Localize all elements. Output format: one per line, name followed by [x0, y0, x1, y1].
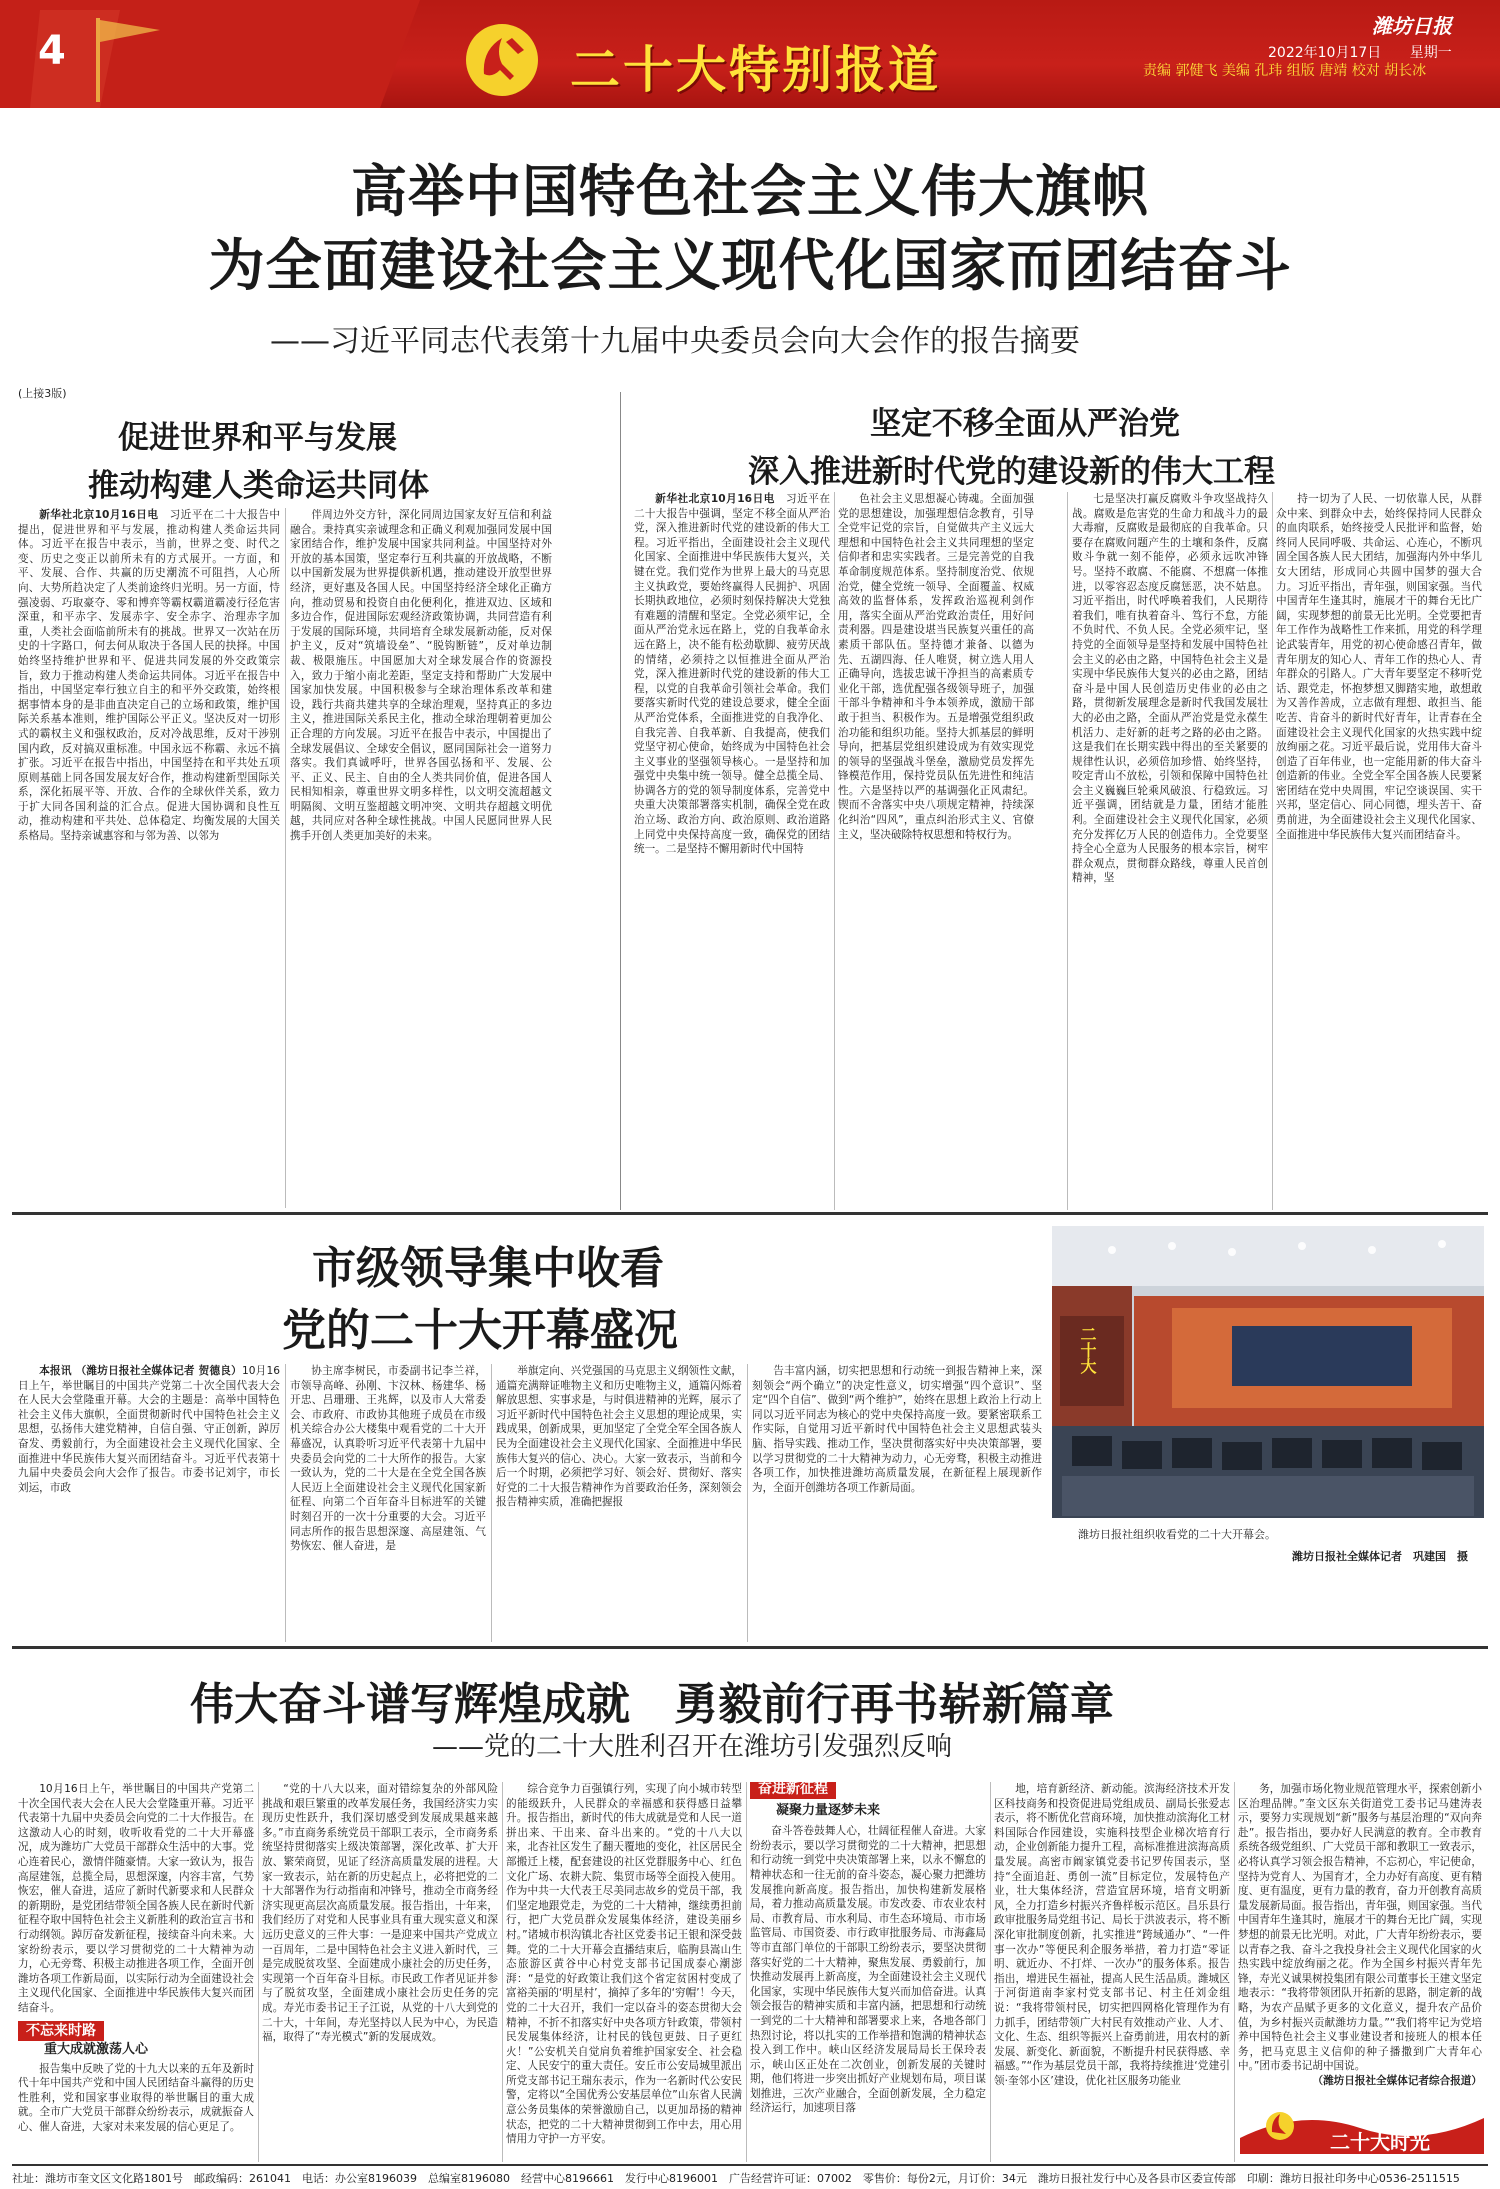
left-section-column-2	[290, 508, 552, 1208]
column-rule	[747, 1364, 748, 1642]
column-rule	[258, 1782, 259, 2162]
lead-title-line2: 为全面建设社会主义现代化国家而团结奋斗	[208, 233, 1292, 299]
middle-story-column-3	[496, 1364, 742, 1642]
party-emblem-icon	[462, 20, 542, 100]
middle-col1-text: 10月16日上午，举世瞩目的中国共产党第二十次全国代表大会在人民大会堂隆重开幕。大会的主题是：高举中国特色社会主义伟大旗帜，全面贯彻新时代中国特色社会主义思想，弘扬伟大建党精神，自信自强、守正创新，踔厉奋发、勇毅前行，为全面建设社会主义现代化国家、全面推进中华民族伟大复兴而团结奋斗。习近平代表第十九届中央委员会向大会作了报告。市委书记刘宇，市长刘运，市政	[18, 1365, 280, 1494]
right-section-title-line1: 坚定不移全面从严治党	[870, 406, 1180, 442]
left-col1-text: 习近平在二十大报告中提出，促进世界和平与发展，推动构建人类命运共同体。习近平在报告中表示，当前，世界之变、时代之变、历史之变正以前所未有的方式展开。一方面，和平、发展、合作、共赢的历史潮流不可阻挡，人心所向、大势所趋决定了人类前途终归光明。另一方面，恃强凌弱、巧取豪夺、零和博弈等霸权霸道霸凌行径危害深重，和平赤字、发展赤字、安全赤字、治理赤字加重，人类社会面临前所未有的挑战。世界又一次站在历史的十字路口，何去何从取决于各国人民的抉择。中国始终坚持维护世界和平、促进共同发展的外交政策宗旨，致力于推动构建人类命运共同体。习近平在报告中指出，中国坚定奉行独立自主的和平外交政策，始终根据事情本身的是非曲直决定自己的立场和政策，维护国际关系基本准则，维护国际公平正义。坚决反对一切形式的霸权主义和强权政治，反对冷战思维，反对干涉别国内政，反对搞双重标准。中国永远不称霸、永远不搞扩张。习近平在报告中指出，中国坚持在和平共处五项原则基础上同各国发展友好合作，推动构建新型国际关系，深化拓展平等、开放、合作的全球伙伴关系，致力于扩大同各国利益的汇合点。促进大国协调和良性互动，推动构建和平共处、总体稳定、均衡发展的大国关系格局。坚持亲诚惠容和与邻为善、以邻为	[18, 509, 280, 843]
middle-col3-text: 举旗定向、兴党强国的马克思主义纲领性文献，通篇充满辩证唯物主义和历史唯物主义，通篇闪烁着解放思想、实事求是，与时俱进精神的光辉，展示了习近平新时代中国特色社会主义思想的理论成果，实践成果，创新成果，更加坚定了全党全军全国各族人民为全面建设社会主义现代化国家、全面推进中华民族伟大复兴的信心、决心。大家一致表示，当前和今后一个时期，必须把学习好、领会好、贯彻好、落实好党的二十大报告精神作为首要政治任务，深刻领会报告精神实质，准确把握报	[496, 1365, 742, 1509]
right-section-column-1	[634, 492, 830, 1210]
column-rule	[502, 1782, 503, 2162]
bottom-story-column-6	[1238, 1782, 1482, 2094]
bottom-col1-tail: 报告集中反映了党的十九大以来的五年及新时代十年中国共产党和中国人民团结奋斗赢得的历史性胜利，党和国家事业取得的举世瞩目的重大成就。全市广大党员干部群众纷纷表示，成就振奋人心、催人奋进，大家对未来发展的信心更足了。	[18, 2062, 254, 2134]
screen-banner-text: 二十大	[1078, 1326, 1097, 1374]
left-dateline: 新华社北京10月16日电	[39, 509, 159, 521]
bottom-story-column-4	[750, 1782, 986, 2162]
left-col2-text: 伴周边外交方针，深化同周边国家友好互信和利益融合。秉持真实亲诚理念和正确义利观加强同发展中国家团结合作，维护发展中国家共同利益。中国坚持对外开放的基本国策，坚定奉行互利共赢的开放战略，不断以中国新发展为世界提供新机遇，推动建设开放型世界经济，更好惠及各国人民。中国坚持经济全球化正确方向，推动贸易和投资自由化便利化，推进双边、区域和多边合作，促进国际宏观经济政策协调，共同营造有利于发展的国际环境，共同培育全球发展新动能，反对保护主义，反对“筑墙设垒”、“脱钩断链”，反对单边制裁、极限施压。中国愿加大对全球发展合作的资源投入，致力于缩小南北差距，坚定支持和帮助广大发展中国家加快发展。中国积极参与全球治理体系改革和建设，践行共商共建共享的全球治理观，坚持真正的多边主义，推进国际关系民主化，推动全球治理朝着更加公正合理的方向发展。习近平在报告中表示，中国提出了全球发展倡议、全球安全倡议，愿同国际社会一道努力落实。我们真诚呼吁，世界各国弘扬和平、发展、公平、正义、民主、自由的全人类共同价值，促进各国人民相知相亲，尊重世界文明多样性，以文明交流超越文明隔阂、文明互鉴超越文明冲突、文明共存超越文明优越，共同应对各种全球性挑战。中国人民愿同世界人民携手开创人类更加美好的未来。	[290, 509, 552, 843]
continued-note: (上接3版)	[18, 387, 67, 400]
section-rule	[620, 392, 621, 1210]
middle-story-column-1	[18, 1364, 280, 1642]
date-text: 2022年10月17日	[1268, 45, 1382, 61]
bottom-col5-text: 地，培育新经济、新动能。滨海经济技术开发区科技商务和投资促进局党组成员、副局长张爱志表示，将不断优化营商环境，加快推动滨海化工材料国际合作园建设，实施科技型企业梯次培育行动，企业创新能力提升工程，高标准推进滨海高质量发展。高密市阚家镇党委书记罗传国表示，坚持“全面追赶、勇创一流”目标定位，发展特色产业，壮大集体经济，营造宜居环境，培育文明新风，全力打造乡村振兴齐鲁样板示范区。昌乐县行政审批服务局党组书记、局长于洪波表示，将不断深化审批制度创新，扎实推进“跨域通办”、“一件事一次办”等便民利企服务举措，着力打造“零证明、就近办、不打烊、一次办”的服务体系。报告指出，增进民生福祉，提高人民生活品质。潍城区于河街道南李家村党支部书记、村主任刘金组说：“我将带领村民，切实把四网格化管理作为有力抓手，团结带领广大村民有效推动产业、人才、文化、生态、组织等振兴上奋勇前进，用农村的新发展、新变化、新面貌，不断提升村民获得感、幸福感。”“作为基层党员干部，我将持续推进‘党建引领·奎邻小区’建设，优化社区服务功能业	[994, 1783, 1230, 2087]
conference-hall-photo	[1052, 1226, 1484, 1518]
bottom-col3-text: 综合竞争力百强镇行列，实现了向小城市转型的能级跃升，人民群众的幸福感和获得感日益攀升。报告指出，新时代的伟大成就是党和人民一道拼出来、干出来、奋斗出来的。“党的十八大以来，北杏社区发生了翻天覆地的变化，社区居民全部搬迁上楼，配套建设的社区党群服务中心、红色文化广场、农耕大院、集贸市场等全面投入使用。作为中共一大代表王尽美同志故乡的党员干部，我们坚定地跟党走，为党的二十大精神，继续勇担前行，把广大党员群众发展集体经济，建设美丽乡村。”诸城市枳沟镇北杏社区党委书记王银和深受鼓舞。党的二十大开幕会直播结束后，临朐县嵩山生态旅游区黄谷中心村党支部书记国成泰心潮澎湃：“是党的好政策让我们这个省定贫困村变成了富裕美丽的‘明星村’，摘掉了多年的‘穷帽’！今天，党的二十大召开，我们一定以奋斗的姿态贯彻大会精神，不折不扣落实好中央各项方针政策，带领村民发展集体经济，让村民的钱包更鼓、日子更红火！”公安机关自觉肩负着维护国家安全、社会稳定、人民安宁的重大责任。安丘市公安局城里派出所党支部书记王瑞东表示，作为一名新时代公安民警，定将以“全国优秀公安基层单位”山东省人民满意公务员集体的荣誉激励自己，以更加昂扬的精神状态，把党的二十大精神贯彻到工作中去，用心用情用力守护一方平安。	[506, 1783, 742, 2146]
bottom-story-subtitle: ——党的二十大胜利召开在潍坊引发强烈反响	[432, 1732, 953, 1762]
page-footer: 社址：潍坊市奎文区文化路1801号 邮政编码：261041 电话：办公室8196039 总编室8196080 经营中心8196661 发行中心8196001 广告经营许可证：07002 零售价：每份2元，月订价：34元 潍坊日报社发行中心及各县市区委宣传部 印刷：潍坊日报社印务中心0536-2511515	[12, 2164, 1488, 2186]
left-section-title-line1: 促进世界和平与发展	[118, 420, 397, 456]
bottom-story-column-1	[18, 1782, 254, 2162]
middle-col2-text: 协主席李树民，市委副书记李兰祥，市领导高峰、孙刚、卞汉林、杨建华、杨开忠、吕珊珊、王兆辉，以及市人大常委会、市政府、市政协其他班子成员在市级机关综合办公大楼集中观看党的二十大开幕盛况，认真聆听习近平代表第十九届中央委员会向党的二十大所作的报告。大家一致认为，党的二十大是在全党全国各族人民迈上全面建设社会主义现代化国家新征程、向第二个百年奋斗目标进军的关键时刻召开的一次十分重要的大会。习近平同志所作的报告思想深邃、高屋建瓴、气势恢宏、催人奋进，是	[290, 1365, 486, 1553]
section-label-badge: 不忘来时路	[18, 2021, 104, 2041]
lead-title-line1: 高举中国特色社会主义伟大旗帜	[351, 159, 1149, 225]
right-section-title-line2: 深入推进新时代党的建设新的伟大工程	[748, 454, 1275, 490]
bottom-col6-text: 务，加强市场化物业规范管理水平，探索创新小区治理品牌。”奎文区东关街道党工委书记马建涛表示，要努力实现规划“新”服务与基层治理的“双向奔赴”。报告指出，要办好人民满意的教育。全市教育系统各级党组织、广大党员干部和教职工一致表示，必将认真学习领会报告精神，不忘初心，牢记使命，坚持为党育人、为国育才，全力办好有高度、更有精度、更有温度，更有力量的教育，奋力开创教育高质量发展新局面。报告指出，青年强，则国家强。当代中国青年生逢其时，施展才干的舞台无比广阔，实现梦想的前景无比光明。对此，广大青年纷纷表示，要以青春之我、奋斗之我投身社会主义现代化国家的火热实践中绽放绚丽之花。作为全国乡村振兴青年先锋，寿光义诚果树投集团有限公司董事长王建文坚定地表示：“我将带领团队开拓新的思路，制定新的战略，为农产品赋予更多的文化意义，提升农产品价值，为乡村振兴贡献潍坊力量。”“我们将牢记为党培养中国特色社会主义事业建设者和接班人的根本任务，把马克思主义信仰的种子播撒到广大青年心中。”团市委书记胡中国说。	[1238, 1783, 1482, 2073]
special-report-title: 二十大特别报道	[570, 41, 941, 99]
audience-scene-icon	[1052, 1226, 1484, 1518]
middle-story-column-2	[290, 1364, 486, 1642]
middle-col4-text: 告丰富内涵，切实把思想和行动统一到报告精神上来，深刻领会“两个确立”的决定性意义，切实增强“四个意识”、坚定“四个自信”、做到“两个维护”，始终在思想上政治上行动上同以习近平同志为核心的党中央保持高度一致。要紧密联系工作实际，自觉用习近平新时代中国特色社会主义思想武装头脑、指导实践、推动工作，坚决贯彻落实好中央决策部署，要以学习贯彻党的二十大精神为动力，心无旁骛，积极主动推进各项工作，加快推进潍坊高质量发展，在新征程上展现新作为，全面开创潍坊各项工作新局面。	[752, 1365, 1042, 1494]
page-header-banner	[0, 0, 1500, 108]
bottom-col1-subhead: 重大成就激荡人心	[44, 2042, 149, 2058]
lead-subtitle: ——习近平同志代表第十九届中央委员会向大会作的报告摘要	[270, 324, 1080, 359]
bottom-story-column-5	[994, 1782, 1230, 2162]
weekday-text: 星期一	[1409, 45, 1452, 61]
column-rule	[834, 492, 835, 1210]
column-rule	[1272, 492, 1273, 1210]
paper-name-logo: 潍坊日报	[1372, 14, 1452, 38]
right-dateline: 新华社北京10月16日电	[655, 493, 775, 505]
column-rule	[285, 508, 286, 1208]
right-col3-text: 七是坚决打赢反腐败斗争攻坚战持久战。腐败是危害党的生命力和战斗力的最大毒瘤，反腐败是最彻底的自我革命。只要存在腐败问题产生的土壤和条件，反腐败斗争就一刻不能停，必须永远吹冲锋号。坚持不敢腐、不能腐、不想腐一体推进，以零容忍态度反腐惩恶，决不姑息。习近平指出，时代呼唤着我们，人民期待着我们，唯有执着奋斗、笃行不怠，方能不负时代、不负人民。全党必须牢记，坚持党的全面领导是坚持和发展中国特色社会主义的必由之路，中国特色社会主义是实现中华民族伟大复兴的必由之路，团结奋斗是中国人民创造历史伟业的必由之路，贯彻新发展理念是新时代我国发展壮大的必由之路，全面从严治党是党永葆生机活力、走好新的赶考之路的必由之路。这是我们在长期实践中得出的至关紧要的规律性认识，必须倍加珍惜、始终坚持，咬定青山不放松，引领和保障中国特色社会主义巍巍巨轮乘风破浪、行稳致远。习近平强调，团结就是力量，团结才能胜利。全面建设社会主义现代化国家，必须充分发挥亿万人民的创造伟力。全党要坚持全心全意为人民服务的根本宗旨，树牢群众观点，贯彻群众路线，尊重人民首创精神，坚	[1072, 493, 1268, 885]
photo-credit: 潍坊日报社全媒体记者 巩建国 摄	[1292, 1550, 1468, 1563]
column-rule	[1067, 492, 1068, 1210]
right-section-column-2	[838, 492, 1034, 1210]
column-rule	[990, 1782, 991, 2162]
left-section-column-1	[18, 508, 280, 1208]
right-col1-text: 习近平在二十大报告中强调，坚定不移全面从严治党，深入推进新时代党的建设新的伟大工程。习近平指出，全面建设社会主义现代化国家、全面推进中华民族伟大复兴，关键在党。我们党作为世界上最大的马克思主义执政党，要始终赢得人民拥护、巩固长期执政地位，必须时刻保持解决大党独有难题的清醒和坚定。全党必须牢记，全面从严治党永远在路上，党的自我革命永远在路上，决不能有松劲歇脚、疲劳厌战的情绪，必须持之以恒推进全面从严治党，深入推进新时代党的建设新的伟大工程，以党的自我革命引领社会革命。我们要落实新时代党的建设总要求，健全全面从严治党体系，全面推进党的自我净化、自我完善、自我革新、自我提高，使我们党坚守初心使命，始终成为中国特色社会主义事业的坚强领导核心。一是坚持和加强党中央集中统一领导。健全总揽全局、协调各方的党的领导制度体系，完善党中央重大决策部署落实机制，确保全党在政治立场、政治方向、政治原则、政治道路上同党中央保持高度一致，确保党的团结统一。二是坚持不懈用新时代中国特	[634, 493, 830, 856]
bottom-col4-text: 奋斗答卷鼓舞人心，壮阔征程催人奋进。大家纷纷表示，要以学习贯彻党的二十大精神，把思想和行动统一到党中央决策部署上来，以永不懈怠的精神状态和一往无前的奋斗姿态，凝心聚力把潍坊发展推向新高度。报告指出，加快构建新发展格局，着力推动高质量发展。市发改委、市农业农村局、市教育局、市水利局、市生态环境局、市市场监管局、市国资委、市行政审批服务局、市海鑫局等市直部门单位的干部职工纷纷表示，要坚决贯彻落实好党的二十大精神，聚焦发展、勇毅前行，加快推动发展再上新高度，为全面建设社会主义现代化国家，实现中华民族伟大复兴而加倍奋进。认真领会报告的精神实质和丰富内涵，把思想和行动统一到党的二十大精神和部署要求上来，各地各部门热烈讨论，将以扎实的工作举措和饱满的精神状态投入到工作中。峡山区经济发展局局长王保玲表示，峡山区正处在二次创业，创新发展的关键时期，他们将进一步突出抓好产业规划布局，项目谋划推进，三次产业融合，全面创新发展，全力稳定经济运行，加速项目落	[750, 1825, 986, 2115]
issue-date	[1268, 42, 1452, 62]
right-col4-text: 持一切为了人民、一切依靠人民，从群众中来、到群众中去，始终保持同人民群众的血肉联系，始终接受人民批评和监督，始终同人民同呼吸、共命运、心连心，不断巩固全国各族人民大团结，加强海内外中华儿女大团结，形成同心共圆中国梦的强大合力。习近平指出，青年强，则国家强。当代中国青年生逢其时，施展才干的舞台无比广阔，实现梦想的前景无比光明。全党要把青年工作作为战略性工作来抓，用党的科学理论武装青年，用党的初心使命感召青年，做青年朋友的知心人、青年工作的热心人、青年群众的引路人。广大青年要坚定不移听党话、跟党走，怀抱梦想又脚踏实地，敢想敢为又善作善成，立志做有理想、敢担当、能吃苦、肯奋斗的新时代好青年，让青春在全面建设社会主义现代化国家的火热实践中绽放绚丽之花。习近平最后说，党用伟大奋斗创造了百年伟业，也一定能用新的伟大奋斗创造新的伟业。全党全军全国各族人民要紧密团结在党中央周围，牢记空谈误国、实干兴邦，坚定信心、同心同德，埋头苦干、奋勇前进，为全面建设社会主义现代化国家、全面推进中华民族伟大复兴而团结奋斗。	[1276, 493, 1482, 841]
bottom-story-column-2	[262, 1782, 498, 2162]
bottom-story-title: 伟大奋斗谱写辉煌成就 勇毅前行再书崭新篇章	[190, 1679, 1114, 1730]
corner-badge-label: 二十大时光	[1330, 2130, 1430, 2154]
section-label-badge: 奋进新征程	[750, 1782, 836, 1799]
left-section-title-line2: 推动构建人类命运共同体	[88, 468, 429, 504]
photo-caption: 潍坊日报社组织收看党的二十大开幕会。	[1078, 1528, 1276, 1541]
middle-byline: 本报讯 （潍坊日报社全媒体记者 贺德良）	[39, 1365, 242, 1377]
column-rule	[746, 1782, 747, 2162]
editors-credits: 责编 郭健飞 美编 孔玮 组版 唐靖 校对 胡长冰	[1143, 63, 1427, 79]
middle-story-column-4	[752, 1364, 1042, 1642]
bottom-story-column-3	[506, 1782, 742, 2162]
bottom-col1-text: 10月16日上午，举世瞩目的中国共产党第二十次全国代表大会在人民大会堂隆重开幕。习近平代表第十九届中央委员会向党的二十大作报告。在这激动人心的时刻，收听收看党的二十大开幕盛况，成为潍坊广大党员干部群众生活中的大事。党心连着民心，激情伴随豪情。大家一致认为，报告高屋建瓴，总揽全局，思想深邃，内容丰富，气势恢宏，催人奋进，适应了新时代新要求和人民群众的新期盼，是党团结带领全国各族人民在新时代新征程夺取中国特色社会主义新胜利的政治宣言书和行动纲领。踔厉奋发新征程，接续奋斗向未来。大家纷纷表示，要以学习贯彻党的二十大精神为动力，心无旁骛、积极主动推进各项工作，全面开创潍坊各项工作新局面，以实际行动为全面建设社会主义现代化国家、全面推进中华民族伟大复兴而团结奋斗。	[18, 1783, 254, 2014]
section-divider	[12, 1212, 1488, 1215]
column-rule	[1234, 1782, 1235, 2162]
right-col2-text: 色社会主义思想凝心铸魂。全面加强党的思想建设，加强理想信念教育，引导全党牢记党的宗旨，自觉做共产主义远大理想和中国特色社会主义共同理想的坚定信仰者和忠实实践者。三是完善党的自我革命制度规范体系。坚持制度治党、依规治党，健全党统一领导、全面覆盖、权威高效的监督体系，发挥政治巡视利剑作用，落实全面从严治党政治责任，用好问责利器。四是建设堪当民族复兴重任的高素质干部队伍。坚持德才兼备、以德为先、五湖四海、任人唯贤，树立选人用人正确导向，选拔忠诚干净担当的高素质专业化干部，选优配强各级领导班子，加强干部斗争精神和斗争本领养成，激励干部敢于担当、积极作为。五是增强党组织政治功能和组织功能。坚持大抓基层的鲜明导向，把基层党组织建设成为有效实现党的领导的坚强战斗堡垒，激励党员发挥先锋模范作用，保持党员队伍先进性和纯洁性。六是坚持以严的基调强化正风肃纪。锲而不舍落实中央八项规定精神，持续深化纠治“四风”，重点纠治形式主义、官僚主义，坚决破除特权思想和特权行为。	[838, 493, 1034, 841]
bottom-col6-credit: （潍坊日报社全媒体记者综合报道）	[1312, 2074, 1482, 2087]
corner-badge	[1240, 2098, 1484, 2154]
middle-story-title-line2: 党的二十大开幕盛况	[282, 1305, 678, 1356]
bottom-col2-text: “党的十八大以来，面对错综复杂的外部风险挑战和艰巨繁重的改革发展任务，我国经济实力实现历史性跃升，我们深切感受到发展成果越来越多。”市直商务系统党员干部职工表示，全市商务系统坚持贯彻落实上级决策部署，深化改革、扩大开放、繁荣商贸，见证了经济高质量发展的进程。大家一致表示，站在新的历史起点上，必将把党的二十大部署作为行动指南和冲锋号，推动全市商务经济实现更高层次高质量发展。报告指出，十年来，我们经历了对党和人民事业具有重大现实意义和深远历史意义的三件大事：一是迎来中国共产党成立一百周年，二是中国特色社会主义进入新时代，三是完成脱贫攻坚、全面建成小康社会的历史任务，实现第一个百年奋斗目标。市民政工作者见证并参与了脱贫攻坚，全面建成小康社会历史任务的完成。寿光市委书记王子江说，从党的十八大到党的二十大，十年间，寿光坚持以人民为中心，为民造福，取得了“寿光模式”新的发展成效。	[262, 1783, 498, 2044]
middle-story-title-line1: 市级领导集中收看	[312, 1243, 664, 1294]
page-number: 4	[38, 28, 66, 74]
right-section-column-4	[1276, 492, 1482, 1210]
column-rule	[491, 1364, 492, 1642]
bottom-col4-subhead: 凝聚力量逐梦未来	[776, 1802, 881, 1818]
right-section-column-3	[1072, 492, 1268, 1210]
column-rule	[285, 1364, 286, 1642]
section-divider	[12, 1646, 1488, 1649]
